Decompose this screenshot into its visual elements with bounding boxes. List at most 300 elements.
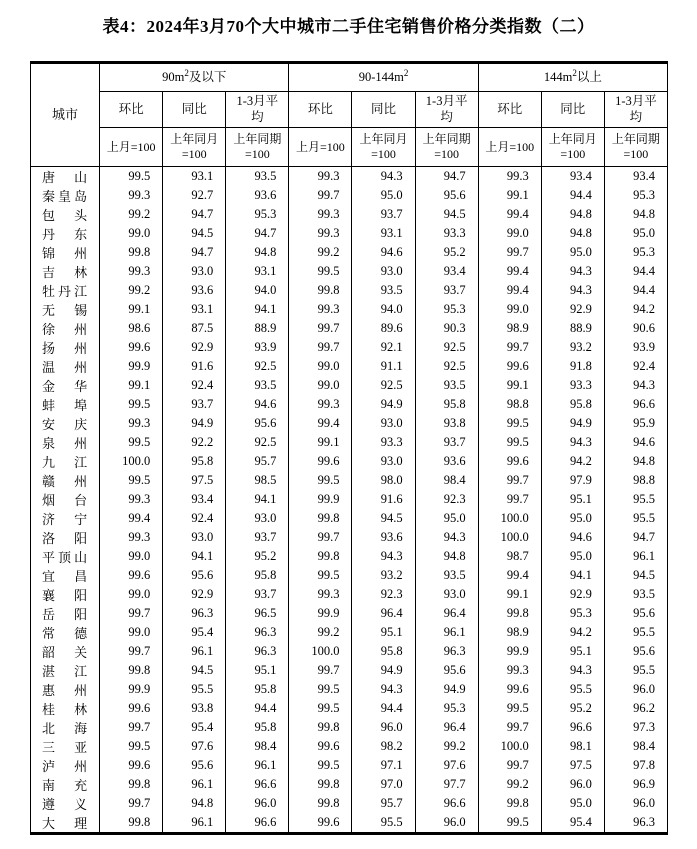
value-cell: 94.1 [541, 566, 604, 585]
value-cell: 93.6 [163, 281, 226, 300]
value-cell: 94.2 [541, 452, 604, 471]
value-cell: 94.3 [604, 376, 667, 395]
value-cell: 98.8 [478, 395, 541, 414]
value-cell: 96.0 [226, 794, 289, 813]
value-cell: 99.9 [289, 490, 352, 509]
value-cell: 94.3 [352, 547, 415, 566]
value-cell: 98.4 [415, 471, 478, 490]
city-cell: 岳阳 [31, 604, 100, 623]
city-cell: 韶关 [31, 642, 100, 661]
value-cell: 99.8 [289, 281, 352, 300]
table-row [31, 775, 668, 794]
value-cell: 96.0 [352, 718, 415, 737]
value-cell: 93.1 [163, 300, 226, 319]
value-cell: 91.1 [352, 357, 415, 376]
value-cell: 94.9 [541, 414, 604, 433]
value-cell: 96.9 [604, 775, 667, 794]
value-cell: 99.3 [289, 205, 352, 224]
value-cell: 100.0 [100, 452, 163, 471]
city-cell: 遵义 [31, 794, 100, 813]
value-cell: 99.3 [289, 585, 352, 604]
value-cell: 94.5 [352, 509, 415, 528]
value-cell: 99.3 [478, 661, 541, 680]
city-cell: 九江 [31, 452, 100, 471]
value-cell: 97.5 [163, 471, 226, 490]
value-cell: 99.6 [478, 680, 541, 699]
value-cell: 94.7 [415, 167, 478, 187]
value-cell: 93.7 [226, 585, 289, 604]
value-cell: 93.5 [352, 281, 415, 300]
group-label: 90-144m [358, 69, 404, 84]
col-base-same-period: 上年同期=100 [226, 128, 289, 167]
value-cell: 96.1 [604, 547, 667, 566]
value-cell: 94.9 [163, 414, 226, 433]
group-superscript: 2 [572, 67, 577, 78]
value-cell: 95.5 [541, 680, 604, 699]
value-cell: 99.5 [289, 756, 352, 775]
value-cell: 93.8 [163, 699, 226, 718]
value-cell: 99.8 [289, 775, 352, 794]
value-cell: 94.6 [541, 528, 604, 547]
value-cell: 95.3 [604, 186, 667, 205]
value-cell: 94.3 [541, 281, 604, 300]
value-cell: 98.4 [604, 737, 667, 756]
value-cell: 95.3 [415, 699, 478, 718]
value-cell: 95.8 [352, 642, 415, 661]
value-cell: 99.8 [289, 794, 352, 813]
value-cell: 99.7 [289, 319, 352, 338]
value-cell: 95.0 [541, 509, 604, 528]
value-cell: 97.3 [604, 718, 667, 737]
value-cell: 92.9 [163, 338, 226, 357]
value-cell: 93.5 [226, 167, 289, 187]
city-cell: 徐州 [31, 319, 100, 338]
value-cell: 94.8 [604, 452, 667, 471]
value-cell: 99.6 [289, 813, 352, 834]
value-cell: 99.1 [478, 376, 541, 395]
value-cell: 96.1 [226, 756, 289, 775]
value-cell: 97.9 [541, 471, 604, 490]
value-cell: 95.8 [226, 566, 289, 585]
value-cell: 95.0 [541, 547, 604, 566]
value-cell: 95.5 [163, 680, 226, 699]
value-cell: 100.0 [478, 528, 541, 547]
table-row [31, 357, 668, 376]
table-row [31, 623, 668, 642]
table-row [31, 167, 668, 187]
table-row [31, 452, 668, 471]
value-cell: 95.5 [352, 813, 415, 834]
value-cell: 96.2 [604, 699, 667, 718]
city-cell: 无锡 [31, 300, 100, 319]
value-cell: 99.7 [478, 471, 541, 490]
value-cell: 95.4 [541, 813, 604, 834]
table-row [31, 319, 668, 338]
city-cell: 丹东 [31, 224, 100, 243]
city-cell: 牡丹江 [31, 281, 100, 300]
value-cell: 94.9 [352, 395, 415, 414]
value-cell: 99.7 [100, 718, 163, 737]
value-cell: 94.7 [604, 528, 667, 547]
value-cell: 99.3 [100, 528, 163, 547]
value-cell: 96.1 [415, 623, 478, 642]
city-cell: 常德 [31, 623, 100, 642]
value-cell: 99.4 [478, 281, 541, 300]
value-cell: 93.7 [415, 433, 478, 452]
value-cell: 95.4 [163, 623, 226, 642]
value-cell: 99.2 [478, 775, 541, 794]
value-cell: 92.2 [163, 433, 226, 452]
value-cell: 94.0 [352, 300, 415, 319]
value-cell: 93.5 [604, 585, 667, 604]
value-cell: 98.9 [478, 623, 541, 642]
value-cell: 99.6 [289, 452, 352, 471]
value-cell: 98.0 [352, 471, 415, 490]
value-cell: 94.1 [226, 300, 289, 319]
group-label: 以上 [576, 69, 602, 84]
value-cell: 93.6 [226, 186, 289, 205]
col-header-yoy: 同比 [163, 92, 226, 128]
table-row [31, 566, 668, 585]
value-cell: 93.9 [604, 338, 667, 357]
value-cell: 99.1 [289, 433, 352, 452]
col-group-90-144 [289, 63, 478, 92]
value-cell: 93.3 [541, 376, 604, 395]
value-cell: 99.5 [100, 737, 163, 756]
value-cell: 95.6 [163, 756, 226, 775]
value-cell: 95.3 [541, 604, 604, 623]
value-cell: 99.7 [478, 718, 541, 737]
value-cell: 96.0 [604, 680, 667, 699]
table-body [31, 167, 668, 834]
value-cell: 99.8 [289, 547, 352, 566]
value-cell: 96.3 [226, 642, 289, 661]
value-cell: 95.6 [163, 566, 226, 585]
value-cell: 94.5 [604, 566, 667, 585]
table-row [31, 528, 668, 547]
value-cell: 99.2 [100, 281, 163, 300]
group-label: 90m [162, 69, 185, 84]
col-base-same-month: 上年同月=100 [541, 128, 604, 167]
value-cell: 99.2 [415, 737, 478, 756]
value-cell: 95.6 [226, 414, 289, 433]
value-cell: 99.8 [100, 775, 163, 794]
value-cell: 99.4 [478, 262, 541, 281]
value-cell: 96.6 [226, 813, 289, 834]
city-cell: 吉林 [31, 262, 100, 281]
value-cell: 99.3 [289, 395, 352, 414]
col-base-same-period: 上年同期=100 [604, 128, 667, 167]
value-cell: 99.8 [100, 661, 163, 680]
value-cell: 99.7 [478, 338, 541, 357]
city-cell: 南充 [31, 775, 100, 794]
value-cell: 93.0 [163, 262, 226, 281]
value-cell: 94.5 [163, 224, 226, 243]
table-row [31, 661, 668, 680]
value-cell: 93.0 [226, 509, 289, 528]
city-cell: 烟台 [31, 490, 100, 509]
value-cell: 99.5 [289, 680, 352, 699]
value-cell: 91.6 [352, 490, 415, 509]
value-cell: 93.7 [163, 395, 226, 414]
value-cell: 95.8 [226, 680, 289, 699]
value-cell: 94.4 [604, 262, 667, 281]
value-cell: 96.6 [415, 794, 478, 813]
value-cell: 99.6 [100, 756, 163, 775]
value-cell: 99.6 [289, 737, 352, 756]
value-cell: 99.3 [100, 262, 163, 281]
value-cell: 99.1 [100, 376, 163, 395]
value-cell: 94.3 [541, 262, 604, 281]
value-cell: 99.0 [100, 623, 163, 642]
value-cell: 96.4 [415, 604, 478, 623]
city-cell: 湛江 [31, 661, 100, 680]
value-cell: 93.7 [226, 528, 289, 547]
value-cell: 99.0 [478, 300, 541, 319]
value-cell: 95.0 [415, 509, 478, 528]
table-row [31, 224, 668, 243]
value-cell: 94.5 [415, 205, 478, 224]
value-cell: 93.5 [415, 376, 478, 395]
value-cell: 95.8 [415, 395, 478, 414]
value-cell: 99.0 [289, 376, 352, 395]
value-cell: 99.7 [289, 338, 352, 357]
value-cell: 95.7 [352, 794, 415, 813]
value-cell: 98.7 [478, 547, 541, 566]
value-cell: 95.5 [604, 661, 667, 680]
value-cell: 99.2 [100, 205, 163, 224]
value-cell: 96.3 [415, 642, 478, 661]
col-header-city: 城市 [31, 63, 100, 167]
value-cell: 95.0 [541, 794, 604, 813]
city-cell: 大理 [31, 813, 100, 834]
value-cell: 96.1 [163, 813, 226, 834]
value-cell: 95.0 [352, 186, 415, 205]
city-cell: 泉州 [31, 433, 100, 452]
value-cell: 92.4 [163, 509, 226, 528]
value-cell: 92.3 [352, 585, 415, 604]
col-header-yoy: 同比 [541, 92, 604, 128]
value-cell: 93.7 [415, 281, 478, 300]
value-cell: 96.6 [541, 718, 604, 737]
value-cell: 94.4 [352, 699, 415, 718]
value-cell: 96.3 [226, 623, 289, 642]
value-cell: 99.4 [100, 509, 163, 528]
col-header-avg: 1-3月平均 [415, 92, 478, 128]
value-cell: 99.7 [289, 661, 352, 680]
table-row [31, 414, 668, 433]
value-cell: 94.2 [604, 300, 667, 319]
value-cell: 97.0 [352, 775, 415, 794]
value-cell: 94.6 [604, 433, 667, 452]
value-cell: 99.7 [289, 528, 352, 547]
value-cell: 95.6 [415, 186, 478, 205]
value-cell: 94.5 [163, 661, 226, 680]
value-cell: 89.6 [352, 319, 415, 338]
value-cell: 99.6 [478, 357, 541, 376]
value-cell: 99.8 [478, 794, 541, 813]
price-index-table [30, 61, 668, 835]
table-row [31, 433, 668, 452]
value-cell: 88.9 [541, 319, 604, 338]
value-cell: 95.3 [415, 300, 478, 319]
value-cell: 99.5 [100, 471, 163, 490]
value-cell: 94.8 [541, 224, 604, 243]
value-cell: 99.5 [100, 395, 163, 414]
value-cell: 95.3 [604, 243, 667, 262]
header-row-groups [31, 63, 668, 92]
value-cell: 94.3 [415, 528, 478, 547]
value-cell: 98.6 [100, 319, 163, 338]
value-cell: 99.0 [100, 224, 163, 243]
table-row [31, 737, 668, 756]
value-cell: 96.0 [541, 775, 604, 794]
value-cell: 93.3 [352, 433, 415, 452]
value-cell: 98.2 [352, 737, 415, 756]
value-cell: 93.9 [226, 338, 289, 357]
value-cell: 93.1 [163, 167, 226, 187]
city-cell: 济宁 [31, 509, 100, 528]
value-cell: 93.5 [415, 566, 478, 585]
value-cell: 94.9 [415, 680, 478, 699]
value-cell: 95.1 [352, 623, 415, 642]
value-cell: 95.3 [226, 205, 289, 224]
value-cell: 95.1 [541, 490, 604, 509]
value-cell: 99.1 [100, 300, 163, 319]
value-cell: 100.0 [289, 642, 352, 661]
group-label: 及以下 [188, 69, 227, 84]
value-cell: 95.0 [604, 224, 667, 243]
value-cell: 96.6 [604, 395, 667, 414]
value-cell: 99.5 [100, 167, 163, 187]
value-cell: 94.2 [541, 623, 604, 642]
value-cell: 98.5 [226, 471, 289, 490]
value-cell: 92.9 [163, 585, 226, 604]
value-cell: 92.1 [352, 338, 415, 357]
value-cell: 95.2 [226, 547, 289, 566]
value-cell: 99.7 [100, 604, 163, 623]
value-cell: 92.4 [604, 357, 667, 376]
value-cell: 98.4 [226, 737, 289, 756]
value-cell: 95.8 [226, 718, 289, 737]
city-cell: 包头 [31, 205, 100, 224]
value-cell: 94.0 [226, 281, 289, 300]
table-row [31, 395, 668, 414]
value-cell: 99.8 [289, 509, 352, 528]
city-cell: 北海 [31, 718, 100, 737]
value-cell: 91.6 [163, 357, 226, 376]
col-base-prev-month: 上月=100 [478, 128, 541, 167]
value-cell: 99.6 [100, 566, 163, 585]
value-cell: 93.1 [226, 262, 289, 281]
value-cell: 92.5 [226, 433, 289, 452]
value-cell: 92.4 [163, 376, 226, 395]
value-cell: 93.8 [415, 414, 478, 433]
city-cell: 惠州 [31, 680, 100, 699]
table-row [31, 604, 668, 623]
value-cell: 99.6 [100, 338, 163, 357]
city-cell: 桂林 [31, 699, 100, 718]
value-cell: 99.9 [100, 357, 163, 376]
value-cell: 97.8 [604, 756, 667, 775]
value-cell: 93.3 [415, 224, 478, 243]
value-cell: 93.6 [352, 528, 415, 547]
value-cell: 95.9 [604, 414, 667, 433]
value-cell: 99.3 [100, 414, 163, 433]
value-cell: 95.1 [226, 661, 289, 680]
col-header-mom: 环比 [478, 92, 541, 128]
value-cell: 94.8 [541, 205, 604, 224]
city-cell: 秦皇岛 [31, 186, 100, 205]
value-cell: 96.0 [604, 794, 667, 813]
value-cell: 93.2 [352, 566, 415, 585]
value-cell: 99.6 [100, 699, 163, 718]
value-cell: 99.9 [289, 604, 352, 623]
value-cell: 100.0 [478, 737, 541, 756]
value-cell: 94.3 [352, 680, 415, 699]
col-group-90-below [100, 63, 289, 92]
value-cell: 96.4 [415, 718, 478, 737]
value-cell: 96.3 [163, 604, 226, 623]
table-row [31, 300, 668, 319]
value-cell: 99.5 [478, 414, 541, 433]
value-cell: 97.1 [352, 756, 415, 775]
value-cell: 94.8 [604, 205, 667, 224]
value-cell: 99.5 [100, 433, 163, 452]
table-row [31, 186, 668, 205]
table-row [31, 642, 668, 661]
value-cell: 96.1 [163, 642, 226, 661]
col-base-prev-month: 上月=100 [100, 128, 163, 167]
value-cell: 99.9 [100, 680, 163, 699]
value-cell: 92.5 [415, 338, 478, 357]
value-cell: 93.0 [352, 452, 415, 471]
value-cell: 99.3 [100, 186, 163, 205]
value-cell: 93.0 [352, 414, 415, 433]
value-cell: 99.7 [289, 186, 352, 205]
value-cell: 99.9 [478, 642, 541, 661]
value-cell: 93.0 [415, 585, 478, 604]
value-cell: 96.3 [604, 813, 667, 834]
value-cell: 99.8 [289, 718, 352, 737]
value-cell: 92.7 [163, 186, 226, 205]
value-cell: 87.5 [163, 319, 226, 338]
value-cell: 99.5 [289, 471, 352, 490]
value-cell: 99.0 [289, 357, 352, 376]
col-base-same-period: 上年同期=100 [415, 128, 478, 167]
value-cell: 95.6 [604, 642, 667, 661]
city-cell: 泸州 [31, 756, 100, 775]
value-cell: 93.0 [352, 262, 415, 281]
value-cell: 95.5 [604, 623, 667, 642]
value-cell: 98.8 [604, 471, 667, 490]
value-cell: 99.0 [478, 224, 541, 243]
table-row [31, 547, 668, 566]
value-cell: 93.5 [226, 376, 289, 395]
col-header-yoy: 同比 [352, 92, 415, 128]
value-cell: 99.8 [100, 243, 163, 262]
value-cell: 95.8 [541, 395, 604, 414]
city-cell: 蚌埠 [31, 395, 100, 414]
value-cell: 99.4 [478, 205, 541, 224]
value-cell: 97.5 [541, 756, 604, 775]
value-cell: 92.5 [415, 357, 478, 376]
value-cell: 99.3 [478, 167, 541, 187]
value-cell: 100.0 [478, 509, 541, 528]
value-cell: 99.5 [478, 433, 541, 452]
value-cell: 99.3 [289, 167, 352, 187]
value-cell: 88.9 [226, 319, 289, 338]
